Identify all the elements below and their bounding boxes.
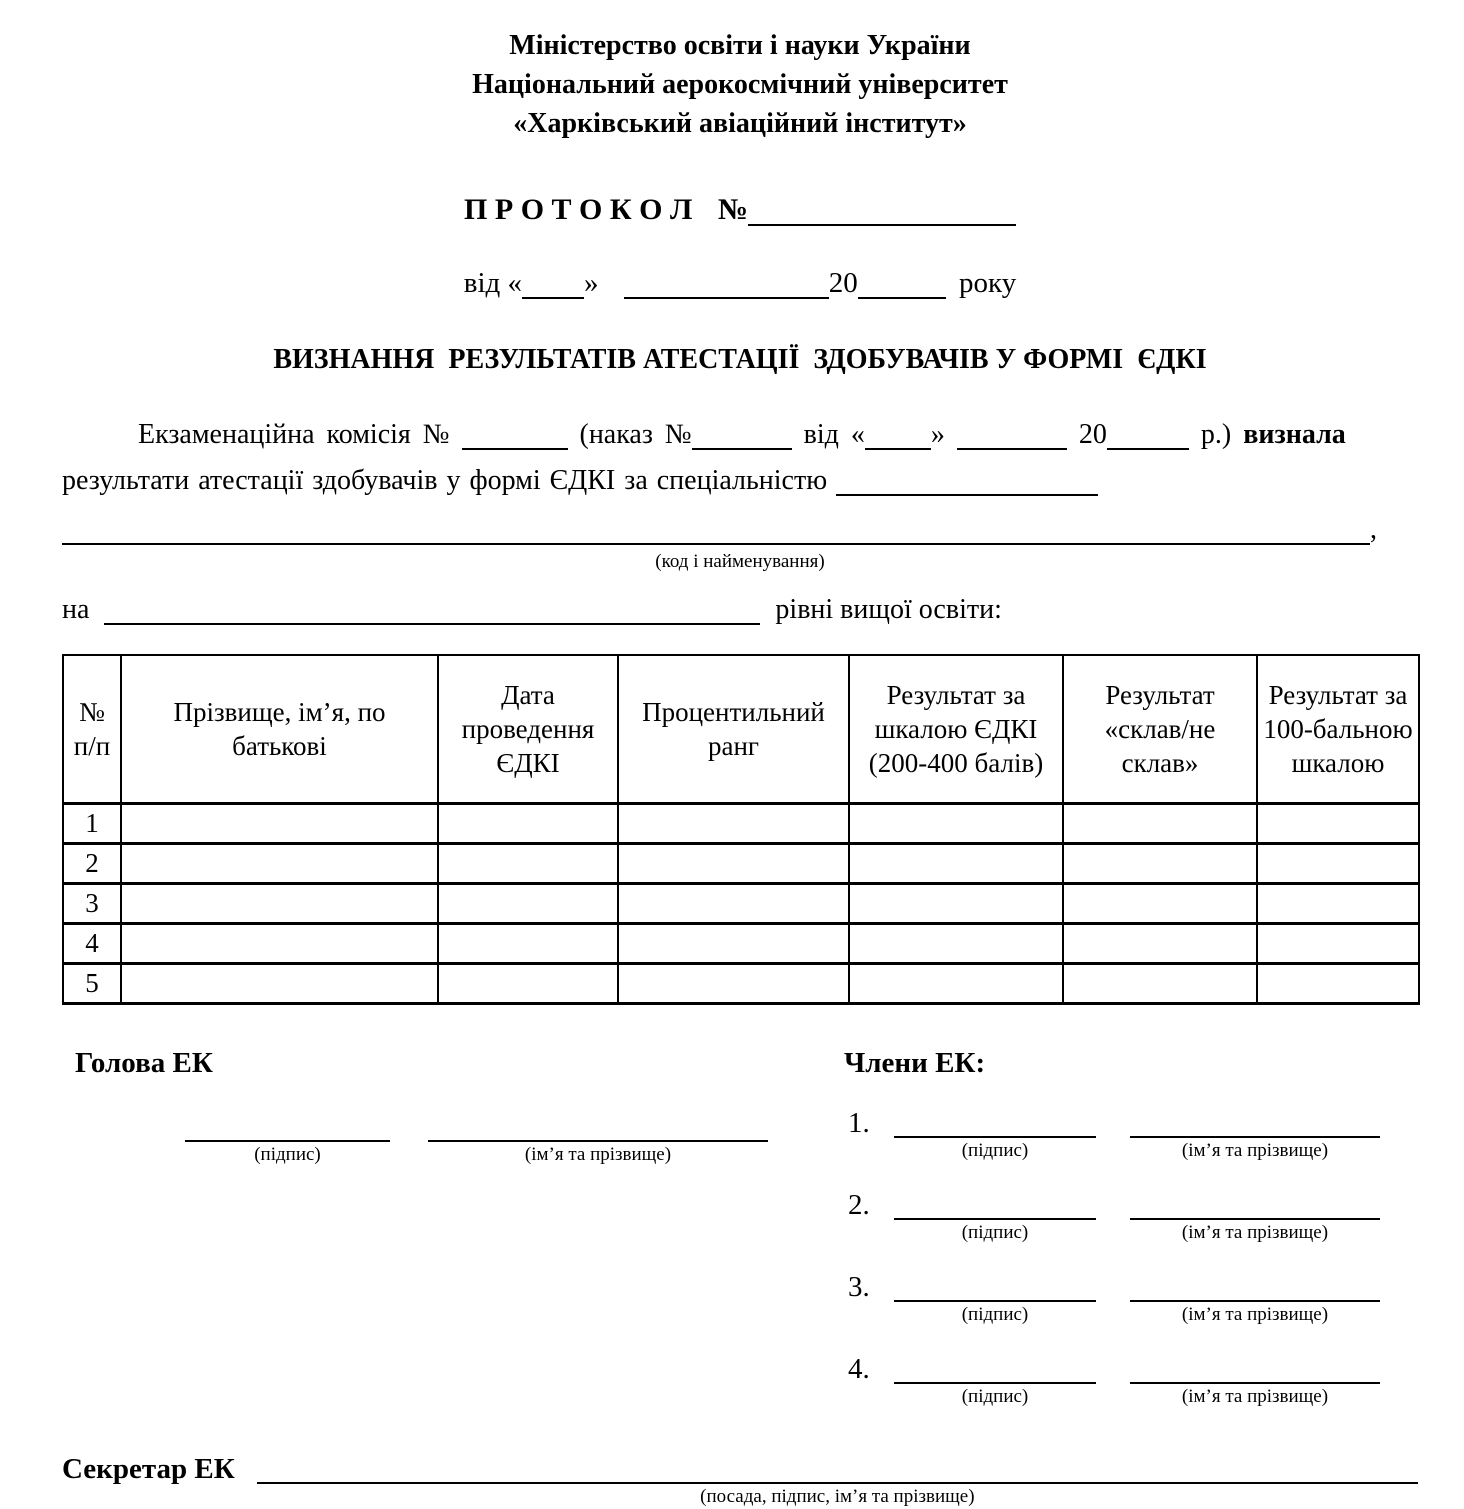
secretary-caption: (посада, підпис, ім’я та прізвище) <box>700 1485 975 1507</box>
table-cell <box>618 923 849 963</box>
table-cell <box>618 963 849 1003</box>
table-cell <box>849 963 1063 1003</box>
commission-text: Екзаменаційна комісія № <box>138 419 450 450</box>
member-name-field <box>1130 1107 1380 1163</box>
signature-caption: (підпис) <box>961 1221 1029 1243</box>
table-cell <box>1063 803 1257 843</box>
secretary-signature-row <box>62 1451 1418 1509</box>
table-cell <box>849 843 1063 883</box>
protocol-number-blank <box>748 195 1016 227</box>
member-number: 1. <box>848 1106 870 1139</box>
member-signature-field <box>894 1353 1096 1409</box>
education-level-blank <box>104 596 760 625</box>
trailing-comma: , <box>1370 514 1377 545</box>
secretary-blank <box>257 1454 1418 1483</box>
table-cell <box>849 923 1063 963</box>
org-header <box>62 26 1418 143</box>
name-caption: (ім’я та прізвище) <box>1181 1221 1329 1243</box>
member-name-field <box>1130 1271 1380 1327</box>
order-day-blank <box>865 421 931 450</box>
results-table <box>62 654 1420 1005</box>
commission-number-blank <box>462 421 568 450</box>
member-signature-field <box>894 1107 1096 1163</box>
secretary-label: Секретар ЕК <box>62 1452 235 1485</box>
signature-blank <box>894 1354 1096 1383</box>
date-year-prefix: 20 <box>828 267 858 299</box>
document-title: ВИЗНАННЯ РЕЗУЛЬТАТІВ АТЕСТАЦІЇ ЗДОБУВАЧІВ У ФОРМІ ЄДКІ <box>273 344 1207 375</box>
specialty-blank <box>836 467 1098 496</box>
level-prefix: на <box>62 594 90 625</box>
table-cell <box>1063 963 1257 1003</box>
table-cell <box>1063 883 1257 923</box>
date-suffix: року <box>959 267 1017 299</box>
table-cell <box>438 883 618 923</box>
paragraph-line-2 <box>62 458 1418 504</box>
member-signature-row <box>848 1351 1418 1409</box>
table-cell <box>121 963 438 1003</box>
secretary-field <box>257 1453 1418 1509</box>
table-row <box>63 963 1419 1003</box>
table-cell <box>121 883 438 923</box>
name-blank <box>1130 1190 1380 1219</box>
code-name-line <box>62 510 1418 550</box>
order-close-quote: » <box>930 419 945 450</box>
header-percentile-rank: Процентильний ранг <box>618 655 849 803</box>
date-close-quote: » <box>584 267 599 299</box>
order-year-prefix: 20 <box>1078 419 1107 450</box>
table-row <box>63 923 1419 963</box>
education-level-line <box>62 588 1418 632</box>
table-cell <box>438 803 618 843</box>
code-name-caption: (код і найменування) <box>655 551 825 572</box>
date-day-blank <box>522 269 584 299</box>
name-caption: (ім’я та прізвище) <box>524 1143 672 1165</box>
table-cell <box>618 803 849 843</box>
table-cell <box>438 923 618 963</box>
header-exam-date: Дата проведення ЄДКІ <box>438 655 618 803</box>
head-label: Голова ЕК <box>75 1046 213 1079</box>
table-header-row <box>63 655 1419 803</box>
table-cell <box>849 883 1063 923</box>
order-date-from: від « <box>803 419 865 450</box>
order-year-abbr: р.) <box>1200 419 1232 450</box>
name-caption: (ім’я та прізвище) <box>1181 1303 1329 1325</box>
university-line: Національний аерокосмічний університет <box>472 69 1008 100</box>
table-cell <box>849 803 1063 843</box>
date-from-text: від « <box>463 267 523 299</box>
name-caption: (ім’я та прізвище) <box>1181 1385 1329 1407</box>
ministry-line: Міністерство освіти і науки України <box>509 30 971 61</box>
header-pass-fail-result: Результат «склав/не склав» <box>1063 655 1257 803</box>
protocol-label: П Р О Т О К О Л <box>464 193 693 226</box>
member-signature-row <box>848 1269 1418 1327</box>
member-number: 3. <box>848 1270 870 1303</box>
member-number: 2. <box>848 1188 870 1221</box>
signature-caption: (підпис) <box>961 1303 1029 1325</box>
specialty-text: результати атестації здобувачів у формі ЄДКІ за спеціальністю <box>62 465 828 496</box>
member-name-field <box>1130 1189 1380 1245</box>
head-signature-block <box>62 1045 820 1409</box>
members-signature-block <box>820 1045 1418 1409</box>
protocol-number-sign: № <box>717 193 748 226</box>
member-name-field <box>1130 1353 1380 1409</box>
member-signature-field <box>894 1189 1096 1245</box>
paragraph-line-1 <box>62 412 1418 458</box>
table-cell <box>1257 963 1419 1003</box>
header-full-name: Прізвище, ім’я, по батькові <box>121 655 438 803</box>
signatures-section <box>62 1045 1418 1409</box>
name-blank <box>428 1112 768 1141</box>
table-cell <box>438 963 618 1003</box>
signature-blank <box>185 1112 390 1141</box>
row-number-cell: 1 <box>63 803 121 843</box>
institute-line: «Харківський авіаційний інститут» <box>513 108 967 139</box>
date-month-blank <box>624 269 829 299</box>
table-cell <box>1063 923 1257 963</box>
signature-blank <box>894 1190 1096 1219</box>
level-suffix: рівні вищої освіти: <box>775 594 1002 625</box>
member-number: 4. <box>848 1352 870 1385</box>
protocol-date-line <box>62 267 1418 300</box>
date-year-blank <box>858 269 946 299</box>
signature-blank <box>894 1272 1096 1301</box>
name-blank <box>1130 1272 1380 1301</box>
signature-caption: (підпис) <box>254 1143 321 1165</box>
member-signature-row <box>848 1105 1418 1163</box>
table-row <box>63 883 1419 923</box>
table-cell <box>1063 843 1257 883</box>
order-text: (наказ № <box>579 419 692 450</box>
name-caption: (ім’я та прізвище) <box>1181 1139 1329 1161</box>
name-blank <box>1130 1354 1380 1383</box>
header-row-number: № п/п <box>63 655 121 803</box>
name-blank <box>1130 1108 1380 1137</box>
head-signature-row <box>185 1111 820 1167</box>
table-cell <box>438 843 618 883</box>
row-number-cell: 4 <box>63 923 121 963</box>
table-cell <box>121 843 438 883</box>
order-year-blank <box>1107 421 1189 450</box>
header-edki-scale-result: Результат за шкалою ЄДКІ (200-400 балів) <box>849 655 1063 803</box>
signature-caption: (підпис) <box>961 1385 1029 1407</box>
table-cell <box>1257 883 1419 923</box>
table-row <box>63 843 1419 883</box>
member-signature-row <box>848 1187 1418 1245</box>
table-cell <box>121 923 438 963</box>
protocol-number-line <box>62 193 1418 227</box>
header-100-scale-result: Результат за 100-бальною шкалою <box>1257 655 1419 803</box>
row-number-cell: 2 <box>63 843 121 883</box>
table-row <box>63 803 1419 843</box>
signature-blank <box>894 1108 1096 1137</box>
order-month-blank <box>957 421 1067 450</box>
row-number-cell: 3 <box>63 883 121 923</box>
recognized-word: визнала <box>1243 419 1346 450</box>
table-cell <box>618 843 849 883</box>
body-paragraph <box>62 412 1418 504</box>
head-signature-field <box>185 1111 390 1167</box>
code-name-blank <box>62 516 1370 545</box>
order-number-blank <box>692 421 792 450</box>
table-cell <box>121 803 438 843</box>
row-number-cell: 5 <box>63 963 121 1003</box>
member-signature-field <box>894 1271 1096 1327</box>
table-cell <box>1257 803 1419 843</box>
members-label: Члени ЕК: <box>844 1046 986 1079</box>
table-cell <box>618 883 849 923</box>
table-cell <box>1257 843 1419 883</box>
table-cell <box>1257 923 1419 963</box>
head-name-field <box>428 1111 768 1167</box>
signature-caption: (підпис) <box>961 1139 1029 1161</box>
